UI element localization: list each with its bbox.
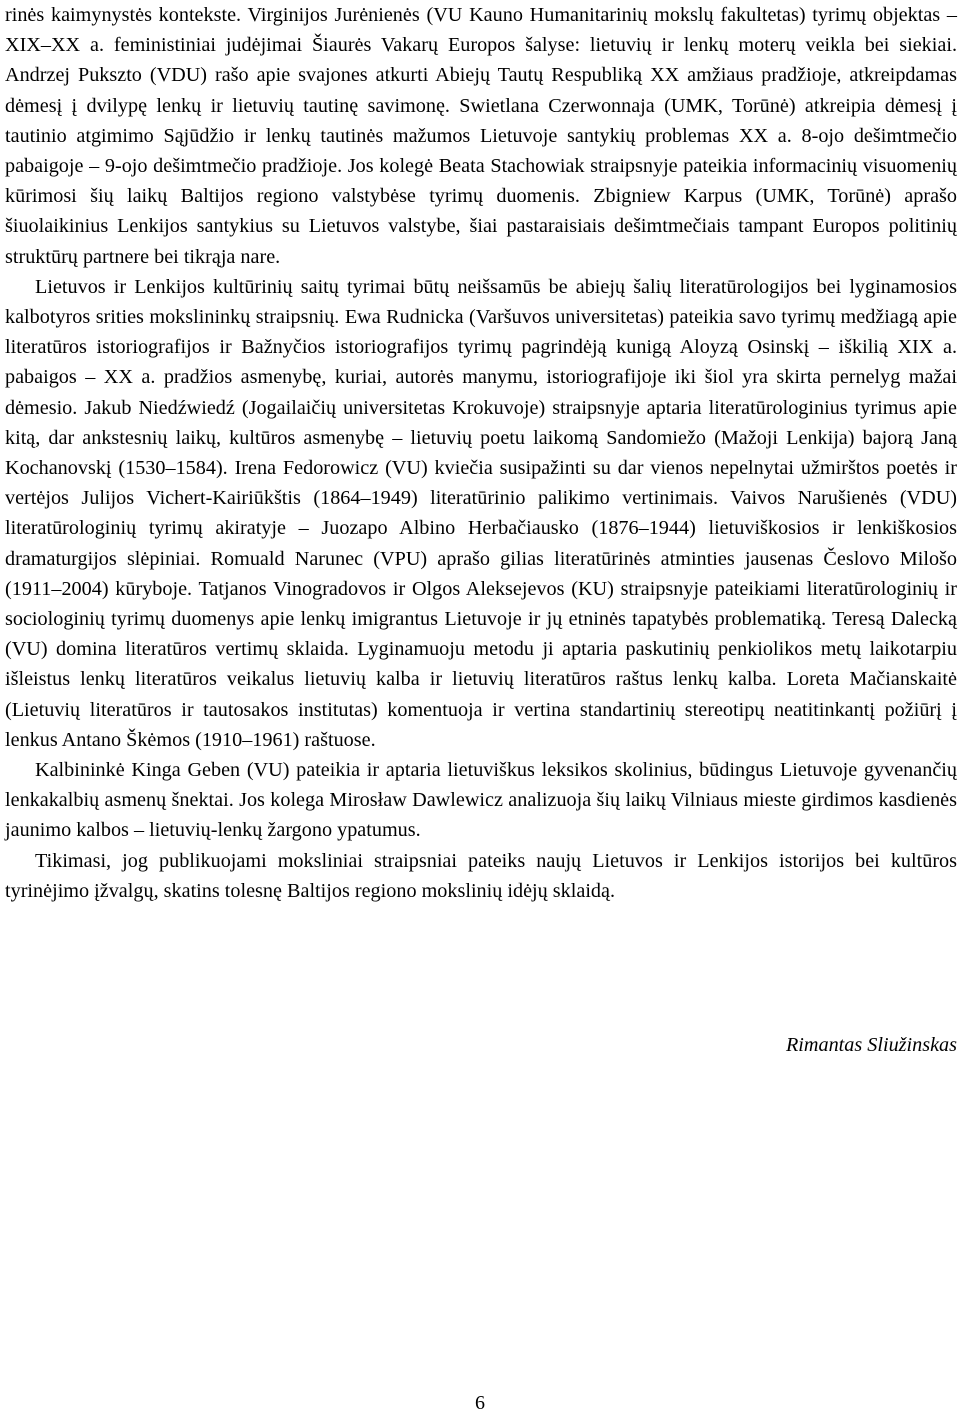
paragraph-1: rinės kaimynystės kontekste. Virginijos Jurėnienės (VU Kauno Humanitarinių mokslų fakultetas) tyrimų objektas – XIX–XX a. feministiniai judėjimai Šiaurės Vakarų Europos šalyse: lietuvių ir lenkų moterų veikla bei siekiai. Andrzej Pukszto (VDU) rašo apie svajones atkurti Abiejų Tautų Respubliką XX amžiaus pradžioje, atkreipdamas dėmesį į dvilypę lenkų ir lietuvių tautinę savimonę. Swietlana Czerwonnaja (UMK, Torūnė) atkreipia dėmesį į tautinio atgimimo Sąjūdžio ir lenkų tautinės mažumos Lietuvoje santykių problemas XX a. 8-ojo dešimtmečio pabaigoje – 9-ojo dešimtmečio pradžioje. Jos kolegė Beata Stachowiak straipsnyje pateikia informacinių visuomenių kūrimosi šių laikų Baltijos regiono valstybėse tyrimų duomenis. Zbigniew Karpus (UMK, Torūnė) aprašo šiuolaikinius Lenkijos santykius su Lietuvos valstybe, šiai pastaraisiais dešimtmečiais tampant Europos politinių struktūrų partnere bei tikrąja nare. — [5, 4, 957, 268]
paragraph-4: Tikimasi, jog publikuojami moksliniai straipsniai pateiks naujų Lietuvos ir Lenkijos istorijos bei kultūros tyrinėjimo įžvalgų, skatins tolesnę Baltijos regiono mokslinių idėjų sklaidą. — [5, 849, 957, 902]
paragraph-3: Kalbininkė Kinga Geben (VU) pateikia ir aptaria lietuviškus leksikos skolinius, būdingus Lietuvoje gyvenančių lenkakalbių asmenų šnektai. Jos kolega Mirosław Dawlewicz analizuoja šių laikų Vilniaus mieste girdimos kasdienės jaunimo kalbos – lietuvių-lenkų žargono ypatumus. — [5, 759, 957, 842]
document-page — [5, 0, 957, 906]
page-number: 6 — [475, 1392, 485, 1414]
paragraph-2: Lietuvos ir Lenkijos kultūrinių saitų tyrimai būtų neišsamūs be abiejų šalių literatūrologijos bei lyginamosios kalbotyros srities mokslininkų straipsnių. Ewa Rudnicka (Varšuvos universitetas) pateikia savo tyrimų medžiagą apie literatūros istoriografijos ir Bažnyčios istoriografijos tyrimų pagrindėją kunigą Aloyzą Osinskį – iškilią XIX a. pabaigos – XX a. pradžios asmenybę, kuriai, autorės manymu, istoriografijoje iki šiol yra skirta pernelyg mažai dėmesio. Jakub Niedźwiedź (Jogailaičių universitetas Krokuvoje) straipsnyje aptaria literatūrologinius tyrimus apie kitą, dar ankstesnių laikų, kultūros asmenybę – lietuvių poetu laikomą Sandomiežo (Mažoji Lenkija) bajorą Janą Kochanovskį (1530–1584). Irena Fedorowicz (VU) kviečia susipažinti su dar vienos nepelnytai užmirštos poetės ir vertėjos Julijos Vichert-Kairiūkštis (1864–1949) literatūrinio palikimo vertinimais. Vaivos Narušienės (VDU) literatūrologinių tyrimų akiratyje – Juozapo Albino Herbačiausko (1876–1944) lietuviškosios ir lenkiškosios dramaturgijos slėpiniai. Romuald Narunec (VPU) aprašo gilias literatūrinės atminties jausenas Česlovo Milošo (1911–2004) kūryboje. Tatjanos Vinogradovos ir Olgos Aleksejevos (KU) straipsnyje pateikiami literatūrologinių ir sociologinių tyrimų duomenys apie lenkų imigrantus Lietuvoje ir jų etninės tapatybės problematiką. Teresą Dalecką (VU) domina literatūros vertimų sklaida. Lyginamuoju metodu ji aptaria paskutinių penkiolikos metų laikotarpiu išleistus lenkų literatūros veikalus lietuvių kalba ir lietuvių literatūros raštus lenkų kalba. Loreta Mačianskaitė (Lietuvių literatūros ir tautosakos institutas) komentuoja ir vertina standartinių stereotipų neatitinkantį požiūrį į lenkus Antano Škėmos (1910–1961) raštuose. — [5, 275, 957, 751]
author-signature: Rimantas Sliužinskas — [785, 1034, 957, 1056]
